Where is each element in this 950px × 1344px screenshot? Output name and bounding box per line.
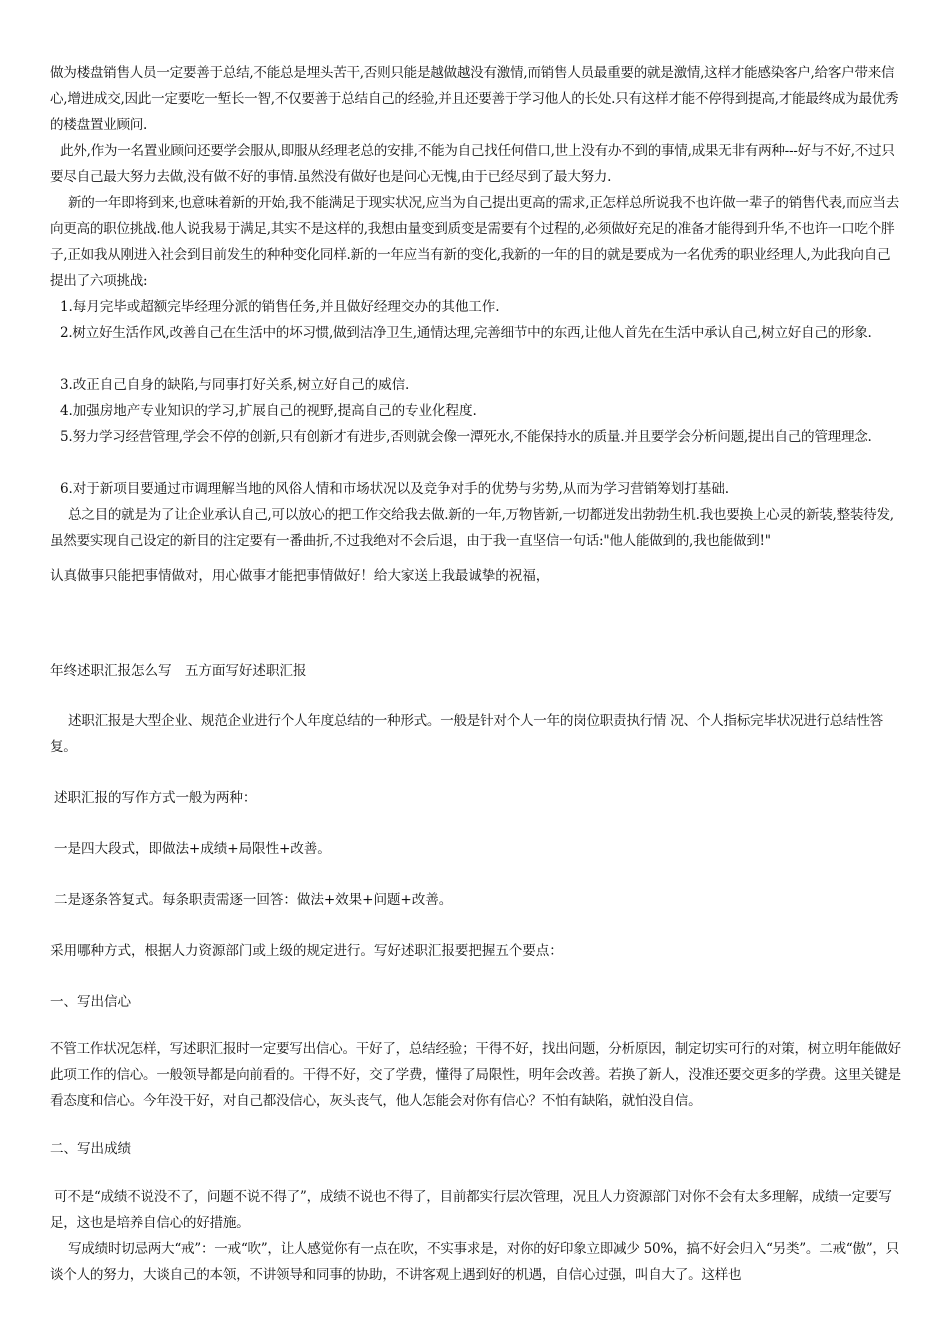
paragraph-confidence: 不管工作状况怎样，写述职汇报时一定要写出信心。干好了，总结经验；干得不好，找出问题，分析原因，制定切实可行的对策，树立明年能做好此项工作的信心。一般领导都是向前看的。干得不好，交了学费，懂得了局限性，明年会改善。若换了新人，没准还要交更多的学费。这里关键是看态度和信心。今年没干好，对自己都没信心，灰头丧气，他人怎能会对你有信心？不怕有缺陷，就怕没自信。: [50, 1041, 901, 1109]
heading-confidence: 一、写出信心: [50, 994, 131, 1010]
paragraph-two-precautions: 写成绩时切忌两大“戒”：一戒“吹”，让人感觉你有一点在吹，不实事求是，对你的好印象立即减少 50%，搞不好会归入“另类”。二戒“傲”，只谈个人的努力，大谈自己的本领，不讲领导和同事的协助，不讲客观上遇到好的机遇，自信心过强，叫自大了。这样也: [50, 1241, 899, 1283]
list-item: 6.对于新项目要通过市调理解当地的风俗人情和市场状况以及竞争对手的优势与劣势,从而为学习营销筹划打基础.: [60, 481, 729, 497]
list-item: 2.树立好生活作风,改善自己在生活中的坏习惯,做到洁净卫生,通情达理,完善细节中的东西,让他人首先在生活中承认自己,树立好自己的形象.: [60, 325, 872, 341]
paragraph-obedience: 此外,作为一名置业顾问还要学会服从,即服从经理老总的安排,不能为自己找任何借口,世上没有办不到的事情,成果无非有两种---好与不好,不过只要尽自己最大努力去做,没有做不好的事情.虽然没有做好也是问心无愧,由于已经尽到了最大努力.: [50, 143, 895, 185]
list-item: 5.努力学习经营管理,学会不停的创新,只有创新才有进步,否则就会像一潭死水,不能保持水的质量.并且要学会分析问题,提出自己的管理理念.: [60, 429, 872, 445]
paragraph-blessing: 认真做事只能把事情做对，用心做事才能把事情做好！给大家送上我最诚挚的祝福，: [50, 568, 550, 584]
paragraph-intro: 述职汇报是大型企业、规范企业进行个人年度总结的一种形式。一般是针对个人一年的岗位职责执行情 况、个人指标完毕状况进行总结性答复。: [50, 713, 883, 755]
list-item: 3.改正自己自身的缺陷,与同事打好关系,树立好自己的威信.: [60, 377, 410, 393]
paragraph-methods: 述职汇报的写作方式一般为两种：: [54, 790, 257, 806]
paragraph-conclusion: 总之目的就是为了让企业承认自己,可以放心的把工作交给我去做.新的一年,万物皆新,一切都迸发出勃勃生机.我也要换上心灵的新装,整装待发,虽然要实现自己设定的新目的注定要有一番曲折,不过我绝对不会后退，由于我一直坚信一句话:"他人能做到的,我也能做到!": [50, 507, 894, 549]
paragraph-key-points: 采用哪种方式，根据人力资源部门或上级的规定进行。写好述职汇报要把握五个要点：: [50, 943, 563, 959]
list-item: 4.加强房地产专业知识的学习,扩展自己的视野,提高自己的专业化程度.: [60, 403, 477, 419]
paragraph-method-two: 二是逐条答复式。每条职责需逐一回答：做法+效果+问题+改善。: [54, 892, 453, 908]
paragraph-new-year: 新的一年即将到来,也意味着新的开始,我不能满足于现实状况,应当为自己提出更高的需求,正怎样总所说我不也许做一辈子的销售代表,而应当去向更高的职位挑战.他人说我易于满足,其实不是这样的,我想由量变到质变是需要有个过程的,必须做好充足的准备才能得到升华,不也许一口吃个胖子,正如我从刚进入社会到目前发生的种种变化同样.新的一年应当有新的变化,我新的一年的目的就是要成为一名优秀的职业经理人,为此我向自己提出了六项挑战:: [50, 195, 900, 289]
heading-achievements: 二、写出成绩: [50, 1141, 131, 1157]
paragraph-achievements: 可不是“成绩不说没不了，问题不说不得了”，成绩不说也不得了，目前都实行层次管理，况且人力资源部门对你不会有太多理解，成绩一定要写足，这也是培养自信心的好措施。: [50, 1189, 892, 1231]
section-title: 年终述职汇报怎么写 五方面写好述职汇报: [50, 663, 307, 679]
paragraph-summary: 做为楼盘销售人员一定要善于总结,不能总是埋头苦干,否则只能是越做越没有激情,而销售人员最重要的就是激情,这样才能感染客户,给客户带来信心,增进成交,因此一定要吃一堑长一智,不仅要善于总结自己的经验,并且还要善于学习他人的长处.只有这样才能不停得到提高,才能最终成为最优秀的楼盘置业顾问.: [50, 65, 899, 133]
list-item: 1.每月完毕或超额完毕经理分派的销售任务,并且做好经理交办的其他工作.: [60, 299, 500, 315]
paragraph-method-one: 一是四大段式，即做法+成绩+局限性+改善。: [54, 841, 331, 857]
